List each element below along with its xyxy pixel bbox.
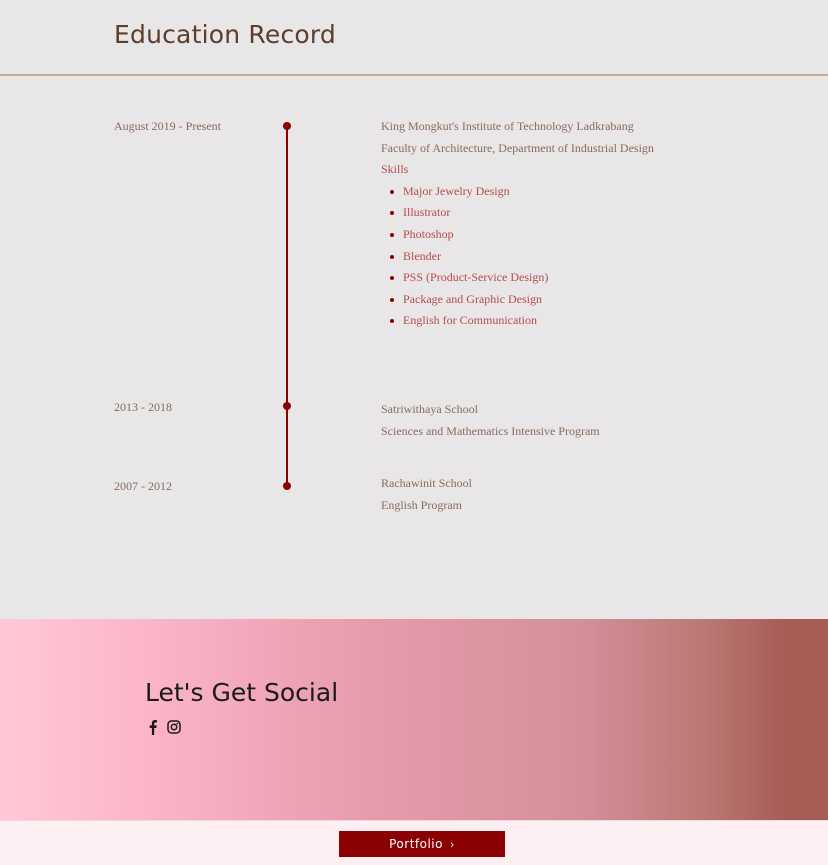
education-entry xyxy=(381,473,741,516)
social-title: Let's Get Social xyxy=(145,678,339,707)
facebook-icon[interactable] xyxy=(146,719,160,735)
section-title: Education Record xyxy=(114,20,336,49)
program-name: Faculty of Architecture, Department of Industrial Design xyxy=(381,140,654,155)
program-name: Sciences and Mathematics Intensive Program xyxy=(381,423,600,438)
skill-item: Photoshop xyxy=(381,224,741,246)
skills-label: Skills xyxy=(381,162,409,177)
skills-list xyxy=(381,181,741,332)
portfolio-button-label: Portfolio xyxy=(389,837,443,851)
chevron-right-icon: › xyxy=(449,837,455,851)
entry-date: August 2019 - Present xyxy=(114,119,221,133)
institution-name: King Mongkut's Institute of Technology Ladkrabang xyxy=(381,119,634,133)
skill-item: Blender xyxy=(381,246,741,268)
bottom-bar xyxy=(0,820,828,865)
entry-date: 2007 - 2012 xyxy=(114,479,172,493)
timeline-dot xyxy=(283,482,291,490)
program-name: English Program xyxy=(381,497,462,512)
skill-item: Package and Graphic Design xyxy=(381,289,741,311)
education-entry xyxy=(381,399,741,442)
entry-date: 2013 - 2018 xyxy=(114,400,172,414)
skill-item: English for Communication xyxy=(381,310,741,332)
institution-name: Satriwithaya School xyxy=(381,402,478,416)
skill-item: Major Jewelry Design xyxy=(381,181,741,203)
skill-item: PSS (Product-Service Design) xyxy=(381,267,741,289)
timeline-line xyxy=(286,126,288,486)
timeline-dot xyxy=(283,122,291,130)
education-entry xyxy=(381,116,741,332)
title-divider xyxy=(0,74,828,76)
social-section xyxy=(0,619,828,820)
skill-item: Illustrator xyxy=(381,202,741,224)
timeline-dot xyxy=(283,402,291,410)
portfolio-button[interactable] xyxy=(339,831,505,857)
institution-name: Rachawinit School xyxy=(381,476,472,490)
instagram-icon[interactable] xyxy=(166,719,182,735)
